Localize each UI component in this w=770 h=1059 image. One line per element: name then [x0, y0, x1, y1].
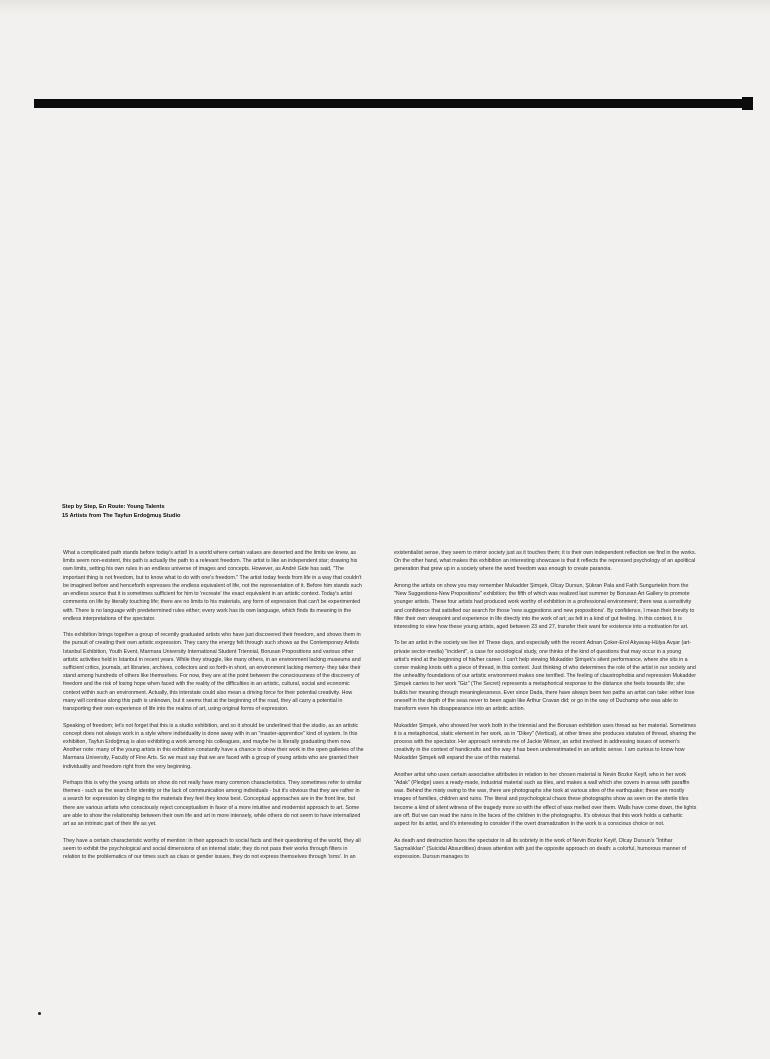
right-text-column [394, 549, 697, 869]
header-rule-end [742, 97, 753, 110]
paragraph: existentialist sense, they seem to mirror society just as it touches them; it is their own independent reflection we find in the works. On the other hand, what makes this exhibition an interesting showcase is that it reflects the repressed psychology of an apolitical generation that grew up in a society where the word freedom was enough to create paranoia. [394, 550, 697, 573]
paragraph: Among the artists on show you may remember Mukadder Şimşek, Olcay Dursun, Şükran Pala and Fatih Sungurtekin from the "New Suggestions-New Propositions" exhibition; the fifth of which was realized last summer by Borusan Art Gallery to promote younger artists. These four artists had produced work worthy of exhibition in a professional environment; there was a sensitivity and confidence that satisfied our search for those 'new suggestions and new propositions'. By confidence, I mean their brevity to filter their own viewpoint and experience in life directly into the work of art; as felt in a kind of gut feeling. In this context, it is interesting to view how these young artists, aged between 23 and 27, transfer their want for existence into a motivation for art. [394, 582, 695, 630]
left-text-column [63, 549, 364, 869]
paragraph: What a complicated path stands before today's artist! In a world where certain values are deserted and the limits we knew, as limits seem non-existent, this path is actually the path to a relevant freedom. The artist is like an independent star; drawing his own limits, setting his own rules in an endless universe of images and concepts. However, as André Gide has said, "The important thing is not freedom, but to know what to do with one's freedom." The artist today feeds from life in a way that couldn't be imagined before and henceforth expresses the endless equivalent of life, not the representation of it. Before him stands such an endless source that it is sometimes sufficient for him to 'recreate' the exact equivalent in an artistic context. Today's artist comments on life by literally touching life; there are no limits to his materials, any form of expression that can't be experimented with. There is no language with predetermined rules either; every work has its own language, which finds its meaning in the endless interpretations of the spectator. [63, 550, 362, 622]
paragraph: Perhaps this is why the young artists on show do not really have many common characteristics. They sometimes refer to similar themes - such as the search for identity or the lack of communication among individuals - but it's obvious that they are rather in a search for expression by clinging to the materials they feel they know best. Conceptual approaches are in the front line, but there are various artists who consciously reject conceptualism in favor of a more intuitive and modernist approach to art. Some are able to show the relationship between their own life and art in more intensely, while others do not seem to have internalized art as an intrinsic part of their life as yet. [63, 780, 362, 828]
paragraph: They have a certain characteristic worthy of mention: in their approach to social facts and their questioning of the world, they all seem to exhibit the psychological and social dimensions of an internal state; they do not pass their works through filters in relation to the problematics of our times such as class or gender issues, they do not express themselves through 'isms'. In an [63, 837, 361, 860]
article-title: Step by Step, En Route: Young Talents [62, 504, 165, 510]
article-heading [62, 503, 362, 520]
header-rule [34, 99, 752, 108]
paragraph: Speaking of freedom; let's not forget that this is a studio exhibition, and so it should be underlined that the studio, as an artistic concept does not always work in a style where individuality is done away with in an "master-apprentice" kind of system. In this exhibition, Tayfun Erdoğmuş is also exhibiting a work among his colleagues, and maybe he is literally graduating them now. Another note: many of the young artists in this exhibition constantly have a chance to show their work in the open galleries of the Marmara University, Faculty of Fine Arts. So we must say that we are faced with a group of young artists who are granted their individuality and freedom right from the very beginning. [63, 722, 364, 770]
paragraph: To be an artist in the society we live in! These days, and especially with the recent Adnan Çoker-Erol Akyavaş-Hülya Avşar (art-private sector-media) "incident", a case for sociological study, one thinks of the kind of questions that may occur in a young artist's mind at the beginning of his/her career. I can't help viewing Mukadder Şimşek's silent performance, where she sits in a corner making knots with a piece of thread, in this context. Just thinking of who determines the role of the artist in our society and the unhealthy foundations of our artistic environment makes one terrified. The feeling of claustrophobia and repression Mukadder Şimşek carries to her work "Giz" (The Secret) represents a metaphorical response to the distance she feels towards life; she builds her meaning through meaninglessness. Ever since Dada, there have always been two paths an artist can take: either lose oneself in the depth of the seas never to been again like Arthur Cravan did; or go in the way of Duchamp who was able to transform even his disappearance into an artistic action. [394, 640, 697, 713]
scan-edge [0, 0, 770, 14]
article-subtitle: 15 Artists from The Tayfun Erdoğmuş Studio [62, 512, 181, 519]
paragraph: Another artist who uses certain associative attributes in relation to her chosen material is Nevin Bozkır Keyif, who in her work "Adak" (Pledge) uses a ready-made, industrial material such as tiles, and makes a wall which she covers in areas with paraffin wax. Behind the misty owing to the wax, there are photographs she took at various sites of the earthquake; these are mostly images of families, children and ruins. The literal and psychological chaos these photographs show as seen on the sterile tiles become a kind of silent witness of the tragedy more so with the effect of wax melted over them. Walls have come down, the lights are off. But we can read the ruins in the faces of the children in the photographs. It's obvious that this work holds a cathartic aspect for its artist, and it's interesting to consider if the overt dramatization in the work is a conscious choice or not. [394, 771, 697, 828]
paragraph: As death and destruction faces the spectator in all its sobriety in the work of Nevin Bozkır Keyif, Olcay Dursun's "İntihar Saçmalıkları" (Suicidal Absurdities) draws attention with just the opposite approach on death: a colorful, humorous manner of expression. Dursun manages to [394, 837, 687, 860]
paragraph: Mukadder Şimşek, who showed her work both in the triennial and the Borusan exhibition uses thread as her material. Sometimes it is a metaphorical, static element in her work, as in "Dikey" (Vertical), at other times she produces statutes of thread, sharing the process with the spectator. Her approach reminds me of Jackie Winsor, an artist involved in addressing issues of women's creativity in the context of handicrafts and the way it has been underestimated in an artistic sense. I am curious to know how Mukadder Şimşek will expand the use of this material. [394, 722, 697, 762]
margin-mark [38, 1012, 41, 1015]
paragraph: This exhibition brings together a group of recently graduated artists who have just discovered their freedom, and shows them in the pursuit of creating their own artistic expression. They carry the energy felt through such shows as the Contemporary Artists Istanbul Exhibition, Youth Event, Marmara University International Student Triennial, Borusan Propositions and various other artistic activities held in Istanbul in recent years. While they struggle, like many others, in an environment lacking museums and sufficient critics, journals, art libraries, archives, collectors and so forth-in short, an environment lacking memory- they take their stand among hundreds of others like themselves. For now, they are at the point between the consciousness of the discovery of freedom and the risk of losing hope when faced with the reality of the difficulties in an artistic, cultural, social and economic context within such an environment. Actually, this interstate could also mean a driving force for their potential creativity. How many will continue along this path is unknown, but it seems that at the beginning of the road, they all carry a potential in transporting their own experience of life into the realms of art, using original forms of expression. [63, 632, 361, 713]
